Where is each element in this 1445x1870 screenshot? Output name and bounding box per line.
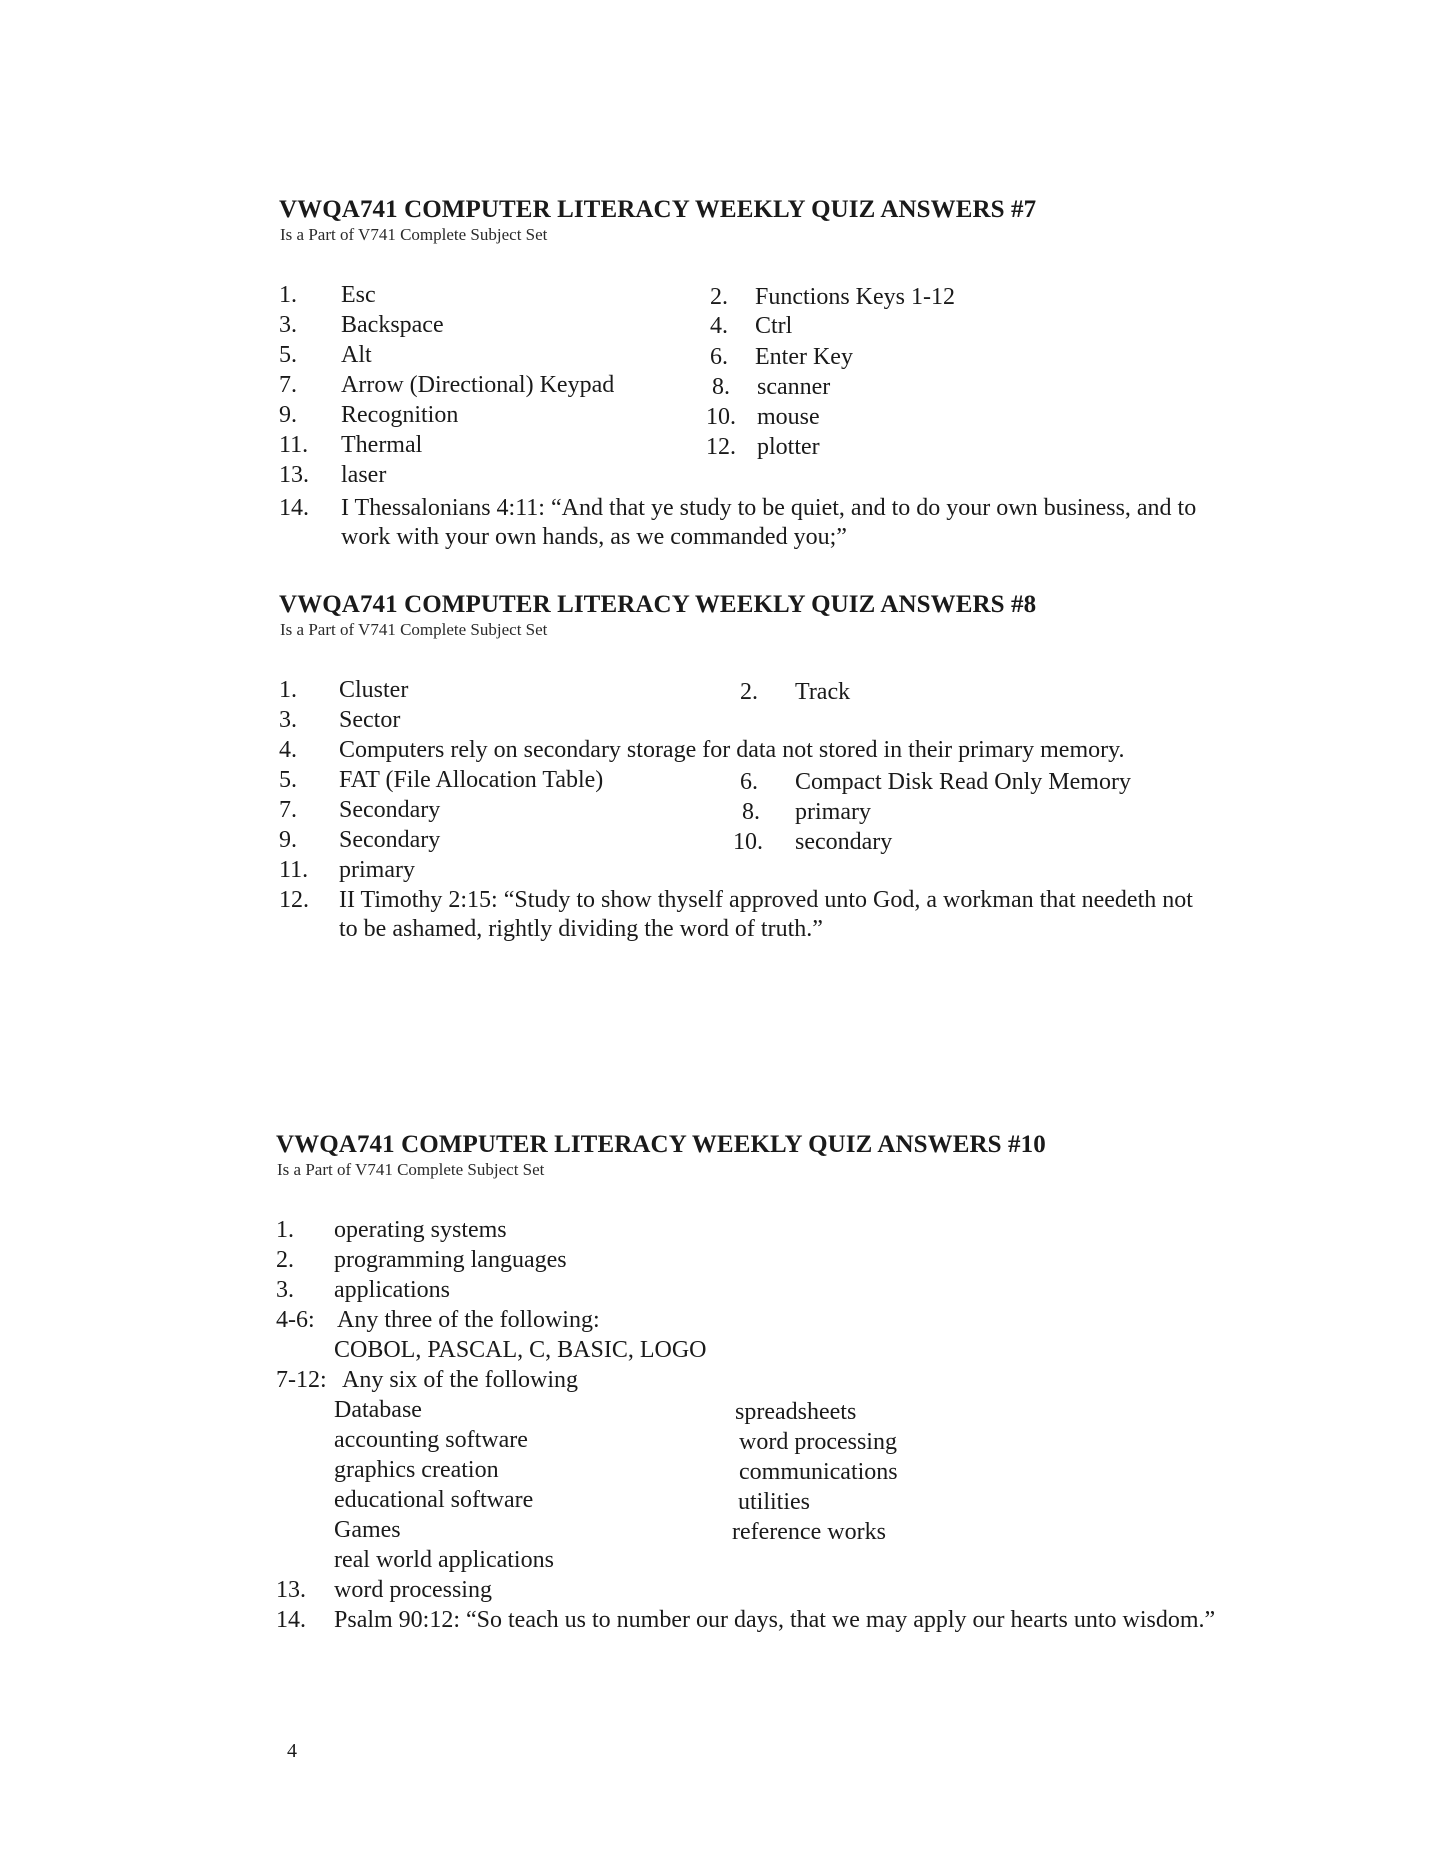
answer-number: 6. bbox=[740, 769, 758, 795]
answer-number: 5. bbox=[279, 342, 297, 368]
page-number: 4 bbox=[287, 1740, 297, 1762]
option-item: reference works bbox=[732, 1519, 886, 1545]
answer-text: Functions Keys 1-12 bbox=[755, 284, 955, 310]
answer-number: 1. bbox=[279, 677, 297, 703]
answer-text: Sector bbox=[339, 707, 401, 733]
answer-number: 7-12: bbox=[276, 1367, 327, 1393]
answer-text: word processing bbox=[334, 1577, 492, 1603]
answer-text: Thermal bbox=[341, 432, 423, 458]
option-item: spreadsheets bbox=[735, 1399, 857, 1425]
answer-number: 9. bbox=[279, 827, 297, 853]
option-item: Games bbox=[334, 1517, 401, 1543]
option-item: graphics creation bbox=[334, 1457, 499, 1483]
answer-text: Compact Disk Read Only Memory bbox=[795, 769, 1131, 795]
section-subtitle: Is a Part of V741 Complete Subject Set bbox=[280, 225, 548, 244]
option-item: Database bbox=[334, 1397, 422, 1423]
answer-text: II Timothy 2:15: “Study to show thyself approved unto God, a workman that needeth not bbox=[339, 887, 1193, 913]
answer-number: 8. bbox=[742, 799, 760, 825]
option-item: real world applications bbox=[334, 1547, 554, 1573]
answer-number: 7. bbox=[279, 797, 297, 823]
option-item: word processing bbox=[739, 1429, 897, 1455]
answer-number: 3. bbox=[279, 312, 297, 338]
answer-text: Ctrl bbox=[755, 313, 793, 339]
answer-text: Secondary bbox=[339, 797, 441, 823]
answer-text: Enter Key bbox=[755, 344, 853, 370]
answer-text: Alt bbox=[341, 342, 372, 368]
answer-text: Computers rely on secondary storage for data not stored in their primary memory. bbox=[339, 737, 1125, 763]
answer-number: 2. bbox=[276, 1247, 294, 1273]
answer-text: applications bbox=[334, 1277, 450, 1303]
answer-number: 3. bbox=[276, 1277, 294, 1303]
answer-text: Any three of the following: bbox=[337, 1307, 600, 1333]
answer-number: 1. bbox=[279, 282, 297, 308]
answer-number: 11. bbox=[279, 432, 309, 458]
answer-text: mouse bbox=[757, 404, 820, 430]
answer-number: 9. bbox=[279, 402, 297, 428]
section-title: VWQA741 COMPUTER LITERACY WEEKLY QUIZ ANSWERS #7 bbox=[279, 196, 1037, 223]
answer-text: Secondary bbox=[339, 827, 441, 853]
answer-text: Track bbox=[795, 679, 851, 705]
answer-number: 4-6: bbox=[276, 1307, 315, 1333]
answer-text: Recognition bbox=[341, 402, 459, 428]
section-title: VWQA741 COMPUTER LITERACY WEEKLY QUIZ ANSWERS #10 bbox=[276, 1131, 1046, 1158]
answer-text: I Thessalonians 4:11: “And that ye study to be quiet, and to do your own business, and to bbox=[341, 495, 1197, 521]
answer-number: 8. bbox=[712, 374, 730, 400]
answer-text: Backspace bbox=[341, 312, 444, 338]
section-subtitle: Is a Part of V741 Complete Subject Set bbox=[280, 620, 548, 639]
answer-text-continued: to be ashamed, rightly dividing the word of truth.” bbox=[339, 916, 823, 942]
answer-text: FAT (File Allocation Table) bbox=[339, 767, 604, 793]
answer-text: Esc bbox=[341, 282, 376, 308]
answer-number: 10. bbox=[706, 404, 736, 430]
answer-number: 14. bbox=[279, 495, 309, 521]
answer-number: 5. bbox=[279, 767, 297, 793]
answer-number: 4. bbox=[710, 313, 728, 339]
answer-text: programming languages bbox=[334, 1247, 567, 1273]
answer-text: scanner bbox=[757, 374, 831, 400]
answer-number: 12. bbox=[279, 887, 309, 913]
answer-number: 1. bbox=[276, 1217, 294, 1243]
section-title: VWQA741 COMPUTER LITERACY WEEKLY QUIZ ANSWERS #8 bbox=[279, 591, 1037, 618]
language-list: COBOL, PASCAL, C, BASIC, LOGO bbox=[334, 1337, 707, 1363]
answer-text: plotter bbox=[757, 434, 820, 460]
option-item: educational software bbox=[334, 1487, 534, 1513]
answer-number: 7. bbox=[279, 372, 297, 398]
answer-text: laser bbox=[341, 462, 387, 488]
answer-number: 6. bbox=[710, 344, 728, 370]
answer-text: Arrow (Directional) Keypad bbox=[341, 372, 615, 398]
answer-text-continued: work with your own hands, as we commanded you;” bbox=[341, 524, 847, 550]
answer-number: 14. bbox=[276, 1607, 306, 1633]
answer-number: 2. bbox=[740, 679, 758, 705]
answer-text: primary bbox=[339, 857, 415, 883]
answer-text: secondary bbox=[795, 829, 893, 855]
answer-number: 11. bbox=[279, 857, 309, 883]
answer-number: 12. bbox=[706, 434, 736, 460]
answer-text: operating systems bbox=[334, 1217, 507, 1243]
answer-number: 10. bbox=[733, 829, 763, 855]
section-subtitle: Is a Part of V741 Complete Subject Set bbox=[277, 1160, 545, 1179]
answer-text: Cluster bbox=[339, 677, 409, 703]
answer-number: 3. bbox=[279, 707, 297, 733]
option-item: communications bbox=[739, 1459, 898, 1485]
answer-text: primary bbox=[795, 799, 871, 825]
answer-number: 13. bbox=[279, 462, 309, 488]
answer-text: Any six of the following bbox=[342, 1367, 578, 1393]
answer-number: 4. bbox=[279, 737, 297, 763]
answer-number: 13. bbox=[276, 1577, 306, 1603]
option-item: utilities bbox=[738, 1489, 810, 1515]
answer-number: 2. bbox=[710, 284, 728, 310]
answer-text: Psalm 90:12: “So teach us to number our days, that we may apply our hearts unto wisdom.” bbox=[334, 1607, 1216, 1633]
option-item: accounting software bbox=[334, 1427, 528, 1453]
